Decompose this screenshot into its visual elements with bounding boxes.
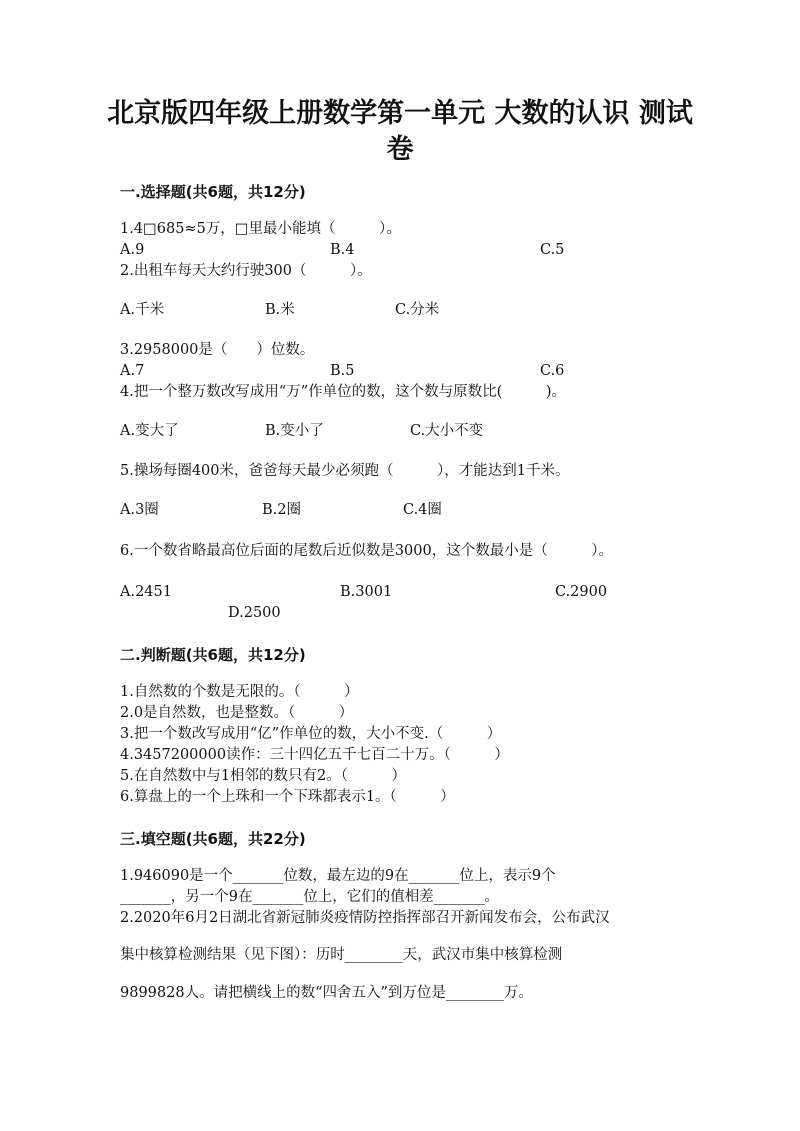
option-b: B.3001 (340, 584, 393, 600)
section-heading-choice: 一.选择题(共6题，共12分) (120, 183, 306, 201)
title-line-1: 北京版四年级上册数学第一单元 大数的认识 测试 (107, 98, 693, 129)
section-heading-fill: 三.填空题(共6题，共22分) (120, 830, 306, 848)
question-text: 1.4□685≈5万，□里最小能填（ ）。 (120, 221, 401, 237)
option-b: B.变小了 (265, 423, 324, 439)
judgement-item: 2.0是自然数，也是整数。（ ） (120, 705, 354, 721)
option-a: A.9 (120, 242, 145, 258)
option-d: D.2500 (228, 605, 281, 621)
question-text: 2.出租车每天大约行驶300（ ）。 (120, 263, 372, 279)
fill-question-2-line-1: 2.2020年6月2日湖北省新冠肺炎疫情防控指挥部召开新闻发布会，公布武汉 (120, 910, 610, 926)
option-b: B.米 (265, 302, 295, 318)
option-c: C.2900 (555, 584, 608, 600)
option-a: A.3圈 (120, 502, 159, 518)
option-c: C.大小不变 (410, 423, 484, 439)
question-text: 4.把一个整万数改写成用“万”作单位的数，这个数与原数比( )。 (120, 384, 566, 400)
option-b: B.4 (330, 242, 355, 258)
judgement-item: 6.算盘上的一个上珠和一个下珠都表示1。（ ） (120, 789, 455, 805)
option-a: A.2451 (120, 584, 172, 600)
judgement-item: 3.把一个数改写成用“亿”作单位的数，大小不变.（ ） (120, 726, 502, 742)
judgement-item: 1.自然数的个数是无限的。（ ） (120, 684, 359, 700)
option-a: A.7 (120, 363, 145, 379)
fill-question-1-line-2: _______，另一个9在_______位上，它们的值相差_______。 (120, 889, 499, 905)
option-c: C.分米 (395, 302, 440, 318)
option-c: C.5 (540, 242, 565, 258)
page-title (100, 96, 700, 168)
option-b: B.2圈 (262, 502, 301, 518)
option-a: A.千米 (120, 302, 165, 318)
judgement-item: 5.在自然数中与1相邻的数只有2。（ ） (120, 768, 407, 784)
question-text: 6.一个数省略最高位后面的尾数后近似数是3000，这个数最小是（ ）。 (120, 543, 613, 559)
question-text: 5.操场每圈400米，爸爸每天最少必须跑（ ），才能达到1千米。 (120, 463, 570, 479)
option-b: B.5 (330, 363, 355, 379)
title-line-2: 卷 (386, 134, 414, 165)
fill-question-2-line-3: 9899828人。请把横线上的数“四舍五入”到万位是________万。 (120, 985, 533, 1001)
option-c: C.4圈 (403, 502, 442, 518)
question-text: 3.2958000是（ ）位数。 (120, 342, 315, 358)
option-c: C.6 (540, 363, 565, 379)
judgement-item: 4.3457200000读作：三十四亿五千七百二十万。（ ） (120, 747, 509, 763)
fill-question-1-line-1: 1.946090是一个_______位数，最左边的9在_______位上，表示9个 (120, 868, 556, 884)
option-a: A.变大了 (120, 423, 179, 439)
fill-question-2-line-2: 集中核算检测结果（见下图）：历时________天，武汉市集中核算检测 (120, 947, 563, 963)
section-heading-judgement: 二.判断题(共6题，共12分) (120, 646, 306, 664)
